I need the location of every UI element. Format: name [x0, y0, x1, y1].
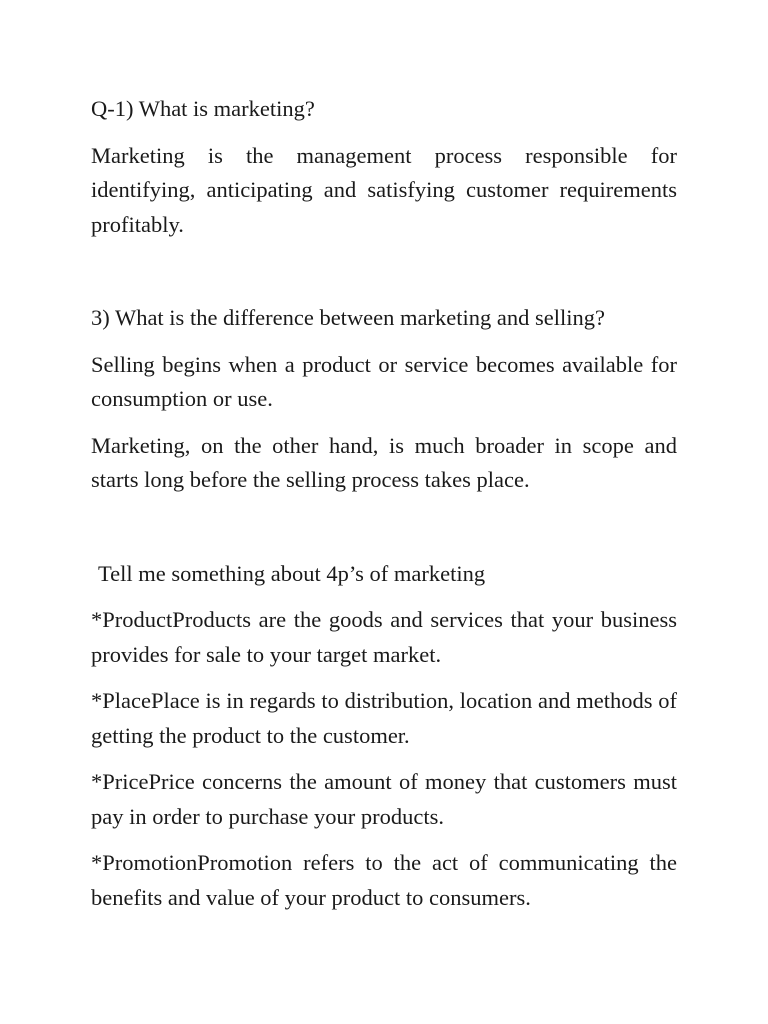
section-4ps-of-marketing [91, 557, 677, 916]
document-page [91, 92, 677, 915]
answer-paragraph: Marketing is the management process responsible for identifying, anticipating and satisfying customer requirements profitably. [91, 142, 677, 237]
section-what-is-marketing [91, 92, 677, 242]
question-heading: 3) What is the difference between marketing and selling? [91, 305, 605, 330]
answer-paragraph-price: *PricePrice concerns the amount of money that customers must pay in order to purchase your products. [91, 769, 677, 829]
answer-paragraph-product: *ProductProducts are the goods and services that your business provides for sale to your target market. [91, 607, 677, 667]
question-heading: Tell me something about 4p’s of marketing [98, 560, 486, 586]
answer-paragraph: Selling begins when a product or service becomes available for consumption or use. [91, 351, 677, 411]
answer-paragraph-place: *PlacePlace is in regards to distribution, location and methods of getting the product to the customer. [91, 688, 677, 748]
question-heading: Q-1) What is marketing? [91, 96, 315, 121]
section-marketing-vs-selling [91, 301, 677, 498]
answer-paragraph: Marketing, on the other hand, is much broader in scope and starts long before the selling process takes place. [91, 432, 677, 492]
answer-paragraph-promotion: *PromotionPromotion refers to the act of communicating the benefits and value of your product to consumers. [91, 850, 677, 910]
